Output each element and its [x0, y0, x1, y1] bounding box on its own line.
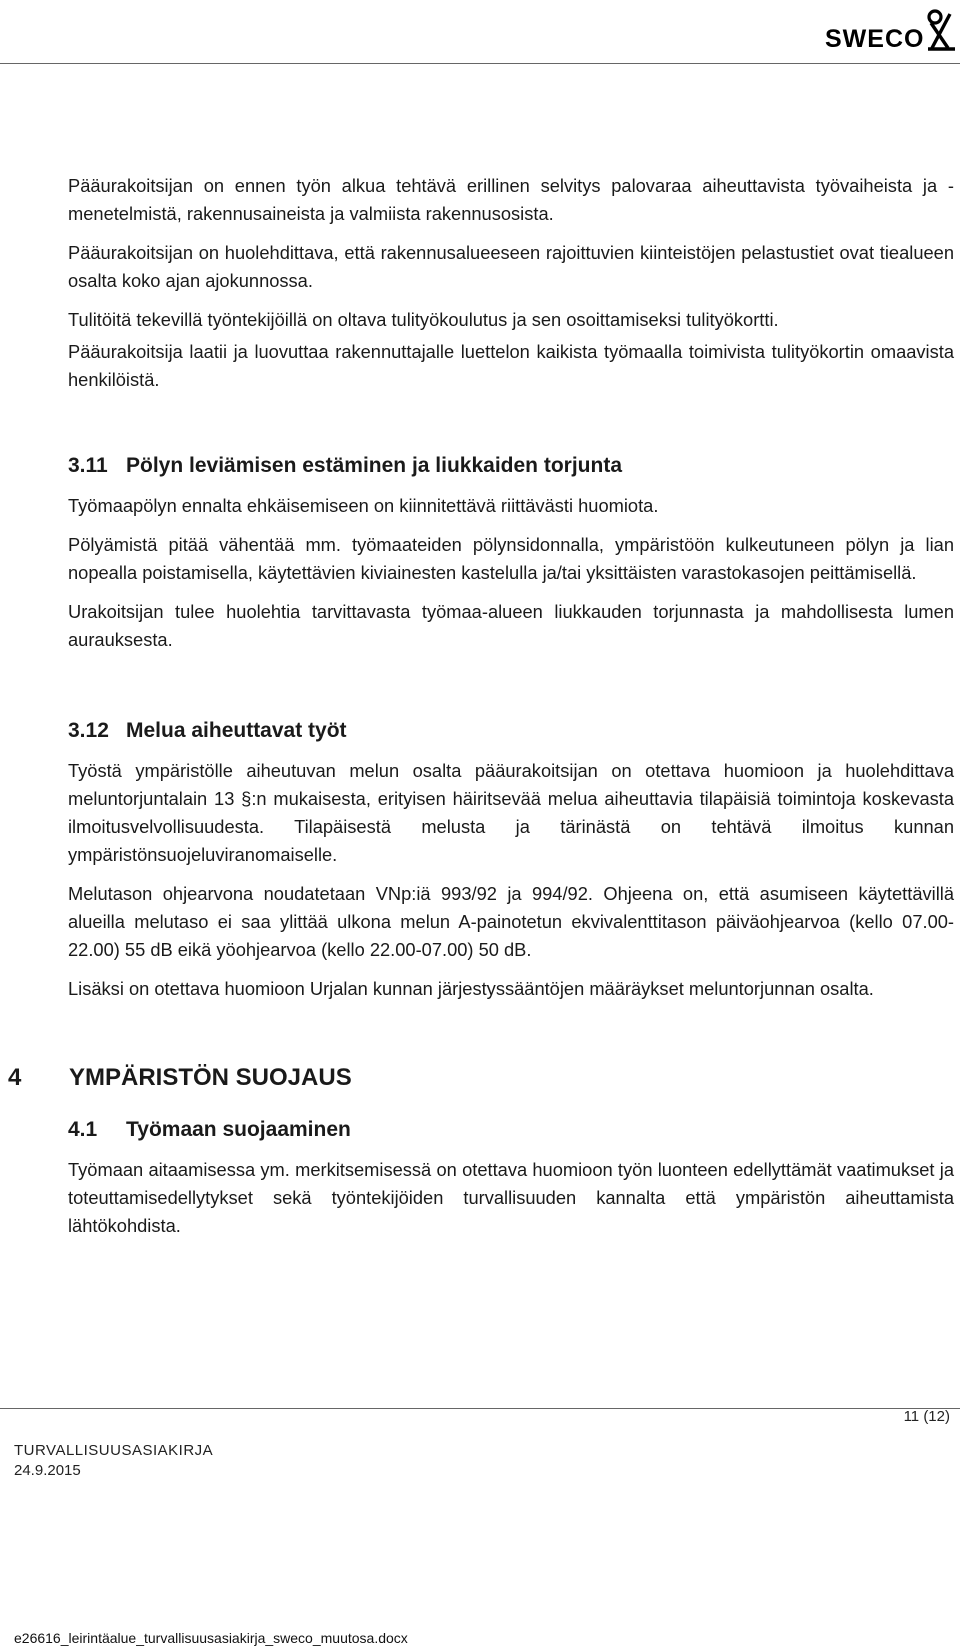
- section-title: Työmaan suojaaminen: [126, 1118, 351, 1141]
- logo-text: SWECO: [825, 25, 925, 53]
- header-divider: [0, 63, 960, 64]
- paragraph: Pölyämistä pitää vähentää mm. työmaateiden pölynsidonnalla, ympäristöön kulkeutuneen pölyn ja lian nopealla poistamisella, käytettävien kiviainesten kastelulla ja/tai yksittäisten varastokasojen peittämisellä.: [68, 534, 954, 583]
- document-date: 24.9.2015: [14, 1462, 81, 1479]
- sweco-logo: [825, 8, 955, 52]
- section-number: 3.11: [68, 454, 108, 477]
- paragraph: Urakoitsijan tulee huolehtia tarvittavasta työmaa-alueen liukkauden torjunnasta ja mahdollisesta lumen aurauksesta.: [68, 601, 954, 650]
- section-heading-4-1: [68, 1116, 954, 1144]
- sweco-mark-icon: [926, 8, 956, 52]
- page-number: 11 (12): [903, 1408, 950, 1425]
- chapter-heading-4: [8, 1064, 954, 1098]
- section-heading-3-11: [68, 452, 954, 480]
- paragraph: Tulitöitä tekevillä työntekijöillä on oltava tulityökoulutus ja sen osoittamiseksi tulityökortti.: [68, 309, 779, 330]
- paragraph: Melutason ohjearvona noudatetaan VNp:iä 993/92 ja 994/92. Ohjeena on, että asumiseen käytettävillä alueilla melutaso ei saa ylittää ulkona melun A-painotetun ekvivalenttitason päiväohjearvoa (kello 07.00-22.00) 55 dB eikä yöohjearvoa (kello 22.00-07.00) 50 dB.: [68, 883, 954, 960]
- paragraph: Työstä ympäristölle aiheutuvan melun osalta pääurakoitsijan on otettava huomioon ja huolehdittava meluntorjuntalain 13 §:n mukaisesta, erityisen häiritsevää melua aiheuttavia tilapäisiä toimintoja koskevasta ilmoitusvelvollisuudesta. Tilapäisestä melusta ja tärinästä on tehtävä ilmoitus kunnan ympäristönsuojeluviranomaiselle.: [68, 760, 954, 865]
- paragraph: Lisäksi on otettava huomioon Urjalan kunnan järjestyssääntöjen määräykset meluntorjunnan osalta.: [68, 978, 874, 999]
- section-heading-3-12: [68, 717, 954, 745]
- section-number: 3.12: [68, 719, 109, 742]
- section-title: Pölyn leviämisen estäminen ja liukkaiden torjunta: [126, 454, 622, 477]
- section-title: Melua aiheuttavat työt: [126, 719, 347, 742]
- paragraph: Pääurakoitsija laatii ja luovuttaa rakennuttajalle luettelon kaikista työmaalla toimivista tulityökortin omaavista henkilöistä.: [68, 341, 954, 390]
- document-title: TURVALLISUUSASIAKIRJA: [14, 1442, 214, 1459]
- file-name: e26616_leirintäalue_turvallisuusasiakirja_sweco_muutosa.docx: [14, 1630, 408, 1646]
- document-body: [8, 172, 954, 1251]
- paragraph: Pääurakoitsijan on ennen työn alkua tehtävä erillinen selvitys palovaraa aiheuttavista työvaiheista ja -menetelmistä, rakennusaineista ja valmiista rakennusosista.: [68, 175, 954, 224]
- paragraph: Pääurakoitsijan on huolehdittava, että rakennusalueeseen rajoittuvien kiinteistöjen pelastustiet ovat tiealueen osalta koko ajan ajokunnossa.: [68, 242, 954, 291]
- paragraph: Työmaan aitaamisessa ym. merkitsemisessä on otettava huomioon työn luonteen edellyttämät vaatimukset ja toteuttamisedellytykset sekä työntekijöiden turvallisuuden kannalta että ympäristön aiheuttamista lähtökohdista.: [68, 1159, 954, 1236]
- chapter-title: YMPÄRISTÖN SUOJAUS: [69, 1064, 352, 1091]
- section-number: 4.1: [68, 1118, 98, 1141]
- footer-divider: [0, 1408, 960, 1409]
- paragraph: Työmaapölyn ennalta ehkäisemiseen on kiinnitettävä riittävästi huomiota.: [68, 495, 659, 516]
- chapter-number: 4: [8, 1064, 22, 1091]
